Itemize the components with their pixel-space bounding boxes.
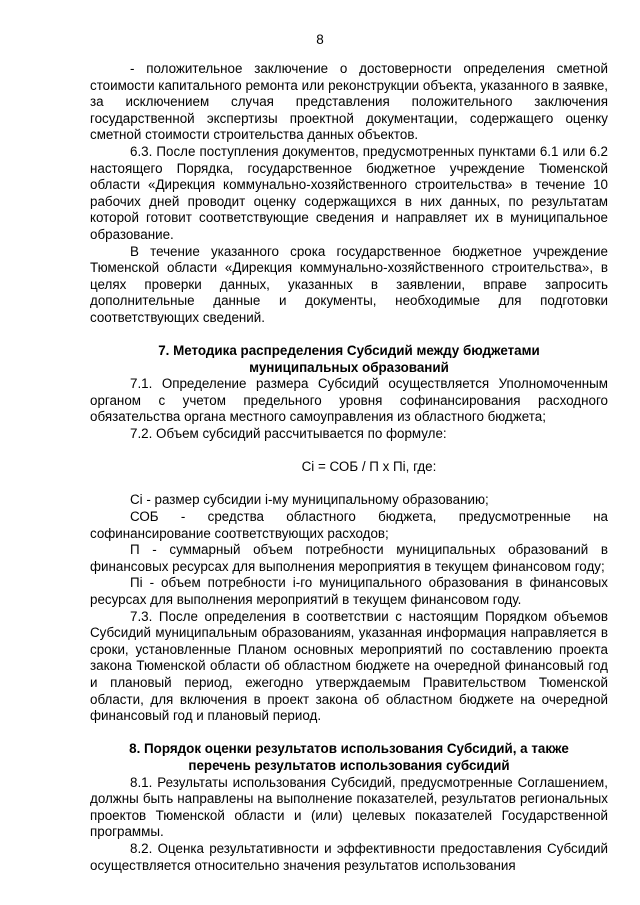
- page-number: 8: [316, 32, 324, 47]
- paragraph-6-3: 6.3. После поступления документов, предусмотренных пунктами 6.1 или 6.2 настоящего Порядка, государственное бюджетное учреждение Тюменской области «Дирекция коммунально-хозяйственного строительства» в течение 10 рабочих дней проводит оценку содержащихся в них данных, по результатам которой готовит соответствующие сведения и направляет их в муниципальное образование.: [90, 143, 608, 242]
- paragraph-8-1: 8.1. Результаты использования Субсидий, предусмотренные Соглашением, должны быть направлены на выполнение показателей, результатов региональных проектов Тюменской области и (или) целевых показателей Государственной программы.: [90, 774, 608, 840]
- definition-pi: Пi - объем потребности i-го муниципального образования в финансовых ресурсах для выполнения мероприятий в текущем финансовом году.: [90, 575, 608, 607]
- paragraph-8-2: 8.2. Оценка результативности и эффективности предоставления Субсидий осуществляется относительно значения результатов использования: [90, 840, 608, 873]
- definition-sob: СОБ - средства областного бюджета, предусмотренные на софинансирование соответствующих расходов;: [90, 509, 608, 541]
- section-8-heading-line1: 8. Порядок оценки результатов использования Субсидий, а также: [129, 741, 569, 757]
- section-8-heading-line2: перечень результатов использования субсидий: [188, 757, 510, 773]
- definition-ci: Ci - размер субсидии i-му муниципальному образованию;: [130, 492, 489, 508]
- subsidy-formula: Ci = СОБ / П x Пi, где:: [301, 459, 437, 475]
- paragraph-7-1: 7.1. Определение размера Субсидий осуществляется Уполномоченным органом с учетом предельного уровня софинансирования расходного обязательства органа местного самоуправления из областного бюджета;: [90, 376, 608, 425]
- section-7-heading-line1: 7. Методика распределения Субсидий между бюджетами: [158, 343, 540, 359]
- definition-p: П - суммарный объем потребности муниципальных образований в финансовых ресурсах для выполнения мероприятия в текущем финансовом году;: [90, 542, 608, 574]
- paragraph-expert-conclusion: - положительное заключение о достоверности определения сметной стоимости капитального ремонта или реконструкции объекта, указанного в заявке, за исключением случая представления положительного заключения государственной экспертизы проектной документации, содержащего оценку сметной стоимости строительства данных объектов.: [90, 61, 608, 143]
- section-7-heading-line2: муниципальных образований: [249, 359, 449, 375]
- paragraph-request-data: В течение указанного срока государственное бюджетное учреждение Тюменской области «Дирекция коммунально-хозяйственного строительства», в целях проверки данных, указанных в заявлении, вправе запросить дополнительные данные и документы, необходимые для подготовки соответствующих сведений.: [90, 243, 608, 325]
- section-8-heading: [90, 741, 608, 774]
- document-body: [90, 61, 608, 874]
- paragraph-7-3: 7.3. После определения в соответствии с настоящим Порядком объемов Субсидий муниципальным образованиям, указанная информация направляется в сроки, установленные Планом основных мероприятий по составлению проекта закона Тюменской области об областном бюджете на очередной финансовый год и плановый период, ежегодно утверждаемым Правительством Тюменской области, для включения в проект закона об областном бюджете на очередной финансовый год и плановый период.: [90, 608, 608, 724]
- section-7-heading: [90, 343, 608, 376]
- paragraph-7-2: 7.2. Объем субсидий рассчитывается по формуле:: [130, 426, 447, 442]
